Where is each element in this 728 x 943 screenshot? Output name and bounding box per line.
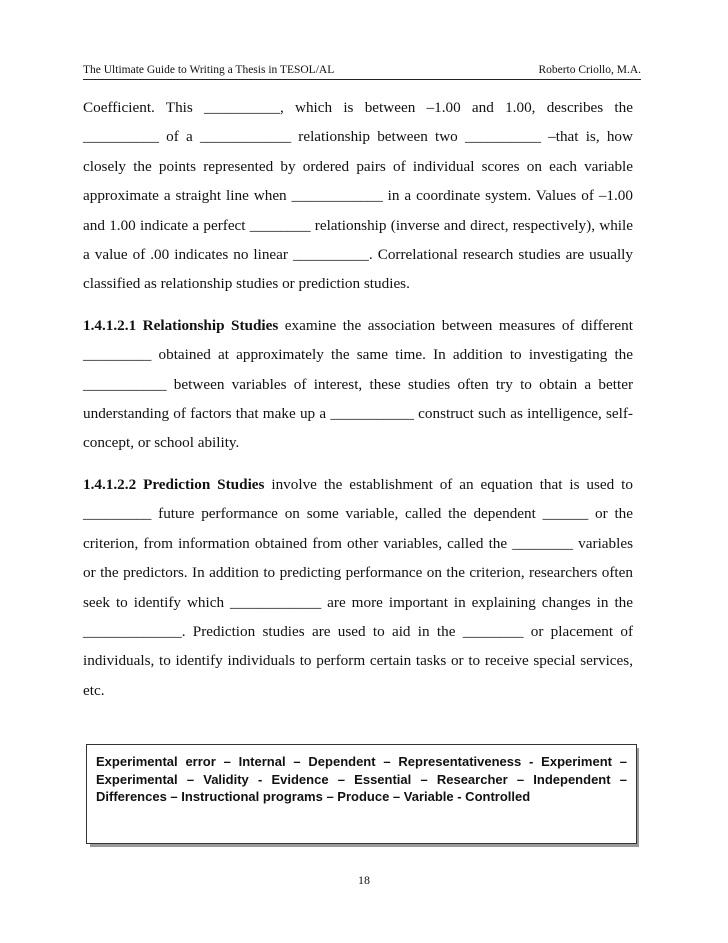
paragraph-prediction-studies [83,470,633,705]
paragraph-coefficient: Coefficient. This __________, which is between –1.00 and 1.00, describes the __________ of a ____________ relationship between two __________ –that is, how closely the points represented by ordered pairs of individual scores on each variable approximate a straight line when ____________ in a coordinate system. Values of –1.00 and 1.00 indicate a perfect ________ relationship (inverse and direct, respectively), while a value of .00 indicates no linear __________. Correlational research studies are usually classified as relationship studies or prediction studies. [83,99,633,293]
word-bank-box [86,744,637,844]
header-title: The Ultimate Guide to Writing a Thesis in TESOL/AL [83,64,335,76]
page-number: 18 [358,873,370,887]
paragraph-relationship-text: examine the association between measures of different _________ obtained at approximately the same time. In addition to investigating the ___________ between variables of interest, these studies often try to obtain a better understanding of factors that make up a ___________ construct such as intelligence, self-concept, or school ability. [83,316,633,452]
section-heading-relationship-studies: 1.4.1.2.1 Relationship Studies [83,316,279,334]
section-heading-prediction-studies: 1.4.1.2.2 Prediction Studies [83,475,265,493]
page-body [83,93,633,705]
header-author: Roberto Criollo, M.A. [538,64,641,76]
word-bank-text: Experimental error – Internal – Dependent – Representativeness - Experiment – Experimental – Validity - Evidence – Essential – Researcher – Independent – Differences – Instructional programs – Produce – Variable - Controlled [96,754,627,804]
paragraph-prediction-text: involve the establishment of an equation that is used to _________ future performance on some variable, called the dependent ______ or the criterion, from information obtained from other variables, called the ________ variables or the predictors. In addition to predicting performance on the criterion, researchers often seek to identify which ____________ are more important in explaining changes in the _____________. Prediction studies are used to aid in the ________ or placement of individuals, to identify individuals to perform certain tasks or to receive special services, etc. [83,475,633,699]
page-header [83,56,641,80]
paragraph-relationship-studies [83,311,633,458]
